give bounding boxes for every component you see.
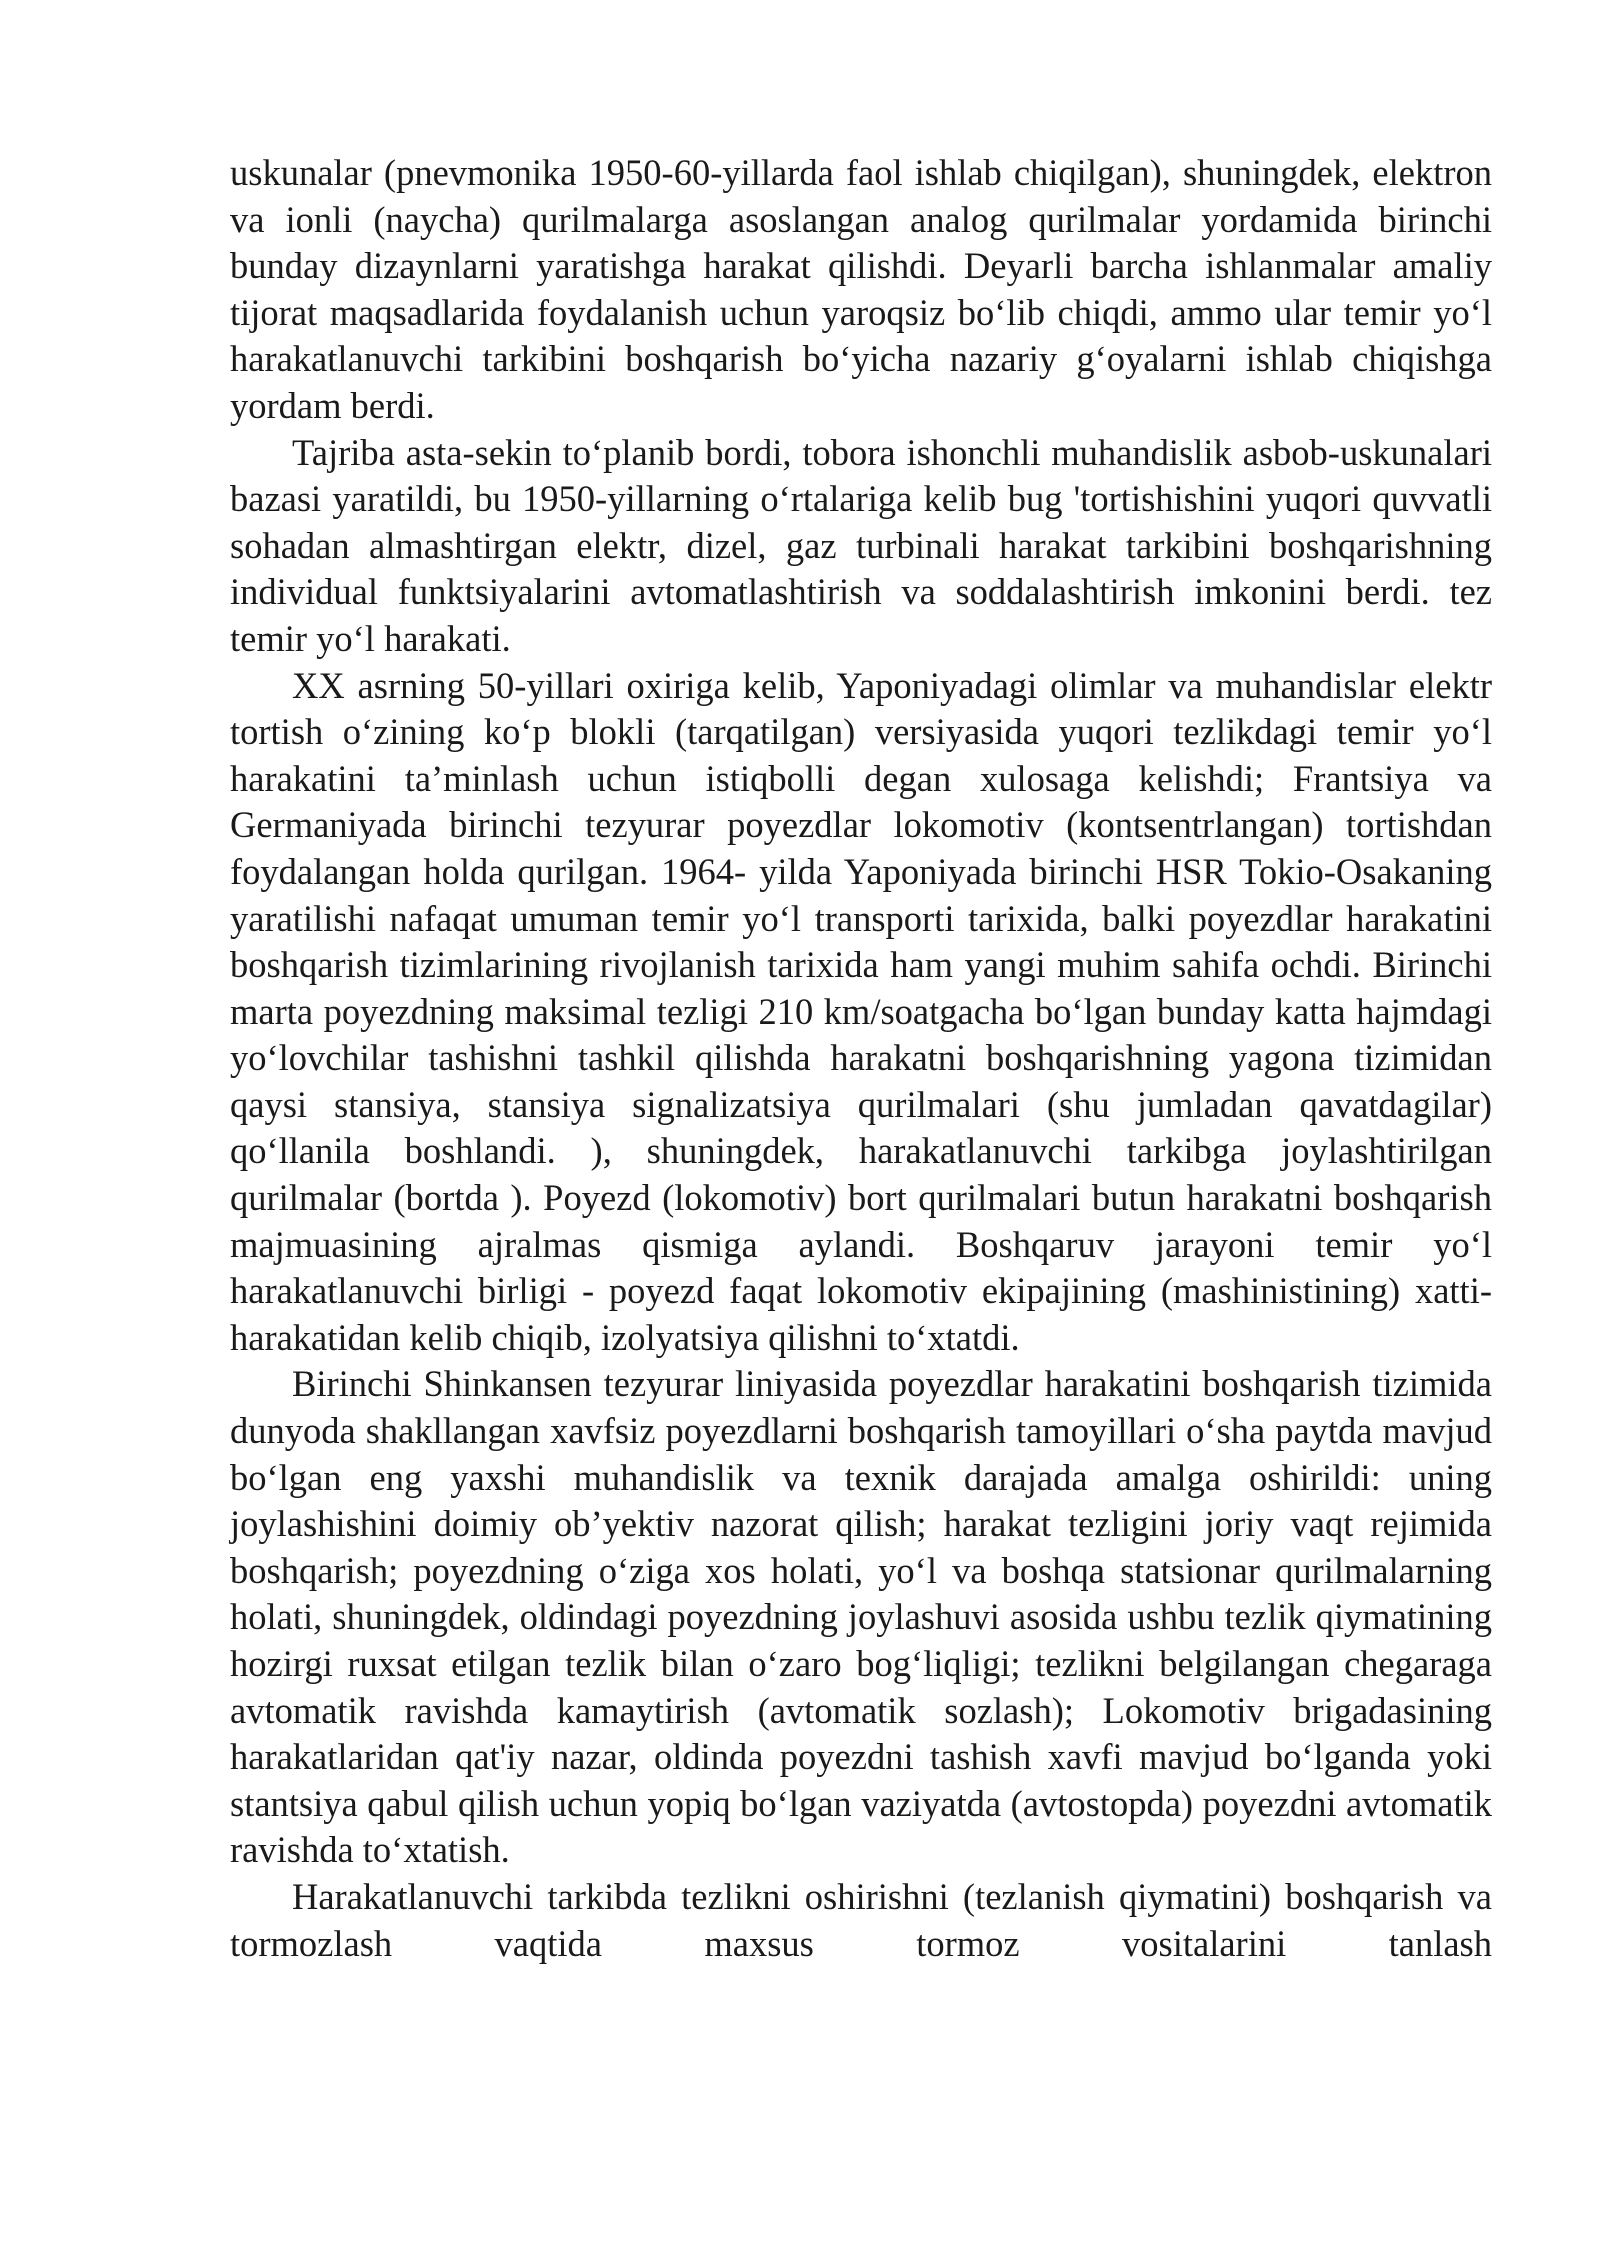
paragraph: Birinchi Shinkansen tezyurar liniyasida poyezdlar harakatini boshqarish tizimida dunyoda shakllangan xavfsiz poyezdlarni boshqarish tamoyillari oʻsha paytda mavjud boʻlgan eng yaxshi muhandislik va texnik darajada amalga oshirildi: uning joylashishini doimiy obʼyektiv nazorat qilish; harakat tezligini joriy vaqt rejimida boshqarish; poyezdning oʻziga xos holati, yoʻl va boshqa statsionar qurilmalarning holati, shuningdek, oldindagi poyezdning joylashuvi asosida ushbu tezlik qiymatining hozirgi ruxsat etilgan tezlik bilan oʻzaro bogʻliqligi; tezlikni belgilangan chegaraga avtomatik ravishda kamaytirish (avtomatik sozlash); Lokomotiv brigadasining harakatlaridan qat'iy nazar, oldinda poyezdni tashish xavfi mavjud boʻlganda yoki stantsiya qabul qilish uchun yopiq boʻlgan vaziyatda (avtostopda) poyezdni avtomatik ravishda toʻxtatish. <box>230 1363 1492 1871</box>
paragraph: Harakatlanuvchi tarkibda tezlikni oshirishni (tezlanish qiymatini) boshqarish va tormozlash vaqtida maxsus tormoz vositalarini tanlash <box>230 1875 1492 1964</box>
paragraph: Tajriba asta-sekin toʻplanib bordi, tobora ishonchli muhandislik asbob-uskunalari bazasi yaratildi, bu 1950-yillarning oʻrtalariga kelib bug 'tortishishini yuqori quvvatli sohadan almashtirgan elektr, dizel, gaz turbinali harakat tarkibini boshqarishning individual funktsiyalarini avtomatlashtirish va soddalashtirish imkonini berdi. tez temir yoʻl harakati. <box>230 431 1492 659</box>
paragraph-continuation: uskunalar (pnevmonika 1950-60-yillarda faol ishlab chiqilgan), shuningdek, elektron va ionli (naycha) qurilmalarga asoslangan analog qurilmalar yordamida birinchi bunday dizaynlarni yaratishga harakat qilishdi. Deyarli barcha ishlanmalar amaliy tijorat maqsadlarida foydalanish uchun yaroqsiz boʻlib chiqdi, ammo ular temir yoʻl harakatlanuvchi tarkibini boshqarish boʻyicha nazariy gʻoyalarni ishlab chiqishga yordam berdi. <box>230 152 1492 426</box>
paragraph: XX asrning 50-yillari oxiriga kelib, Yaponiyadagi olimlar va muhandislar elektr tortish oʻzining koʻp blokli (tarqatilgan) versiyasida yuqori tezlikdagi temir yoʻl harakatini taʼminlash uchun istiqbolli degan xulosaga kelishdi; Frantsiya va Germaniyada birinchi tezyurar poyezdlar lokomotiv (kontsentrlangan) tortishdan foydalangan holda qurilgan. 1964- yilda Yaponiyada birinchi HSR Tokio-Osakaning yaratilishi nafaqat umuman temir yoʻl transporti tarixida, balki poyezdlar harakatini boshqarish tizimlarining rivojlanish tarixida ham yangi muhim sahifa ochdi. Birinchi marta poyezdning maksimal tezligi 210 km/soatgacha boʻlgan bunday katta hajmdagi yoʻlovchilar tashishni tashkil qilishda harakatni boshqarishning yagona tizimidan qaysi stansiya, stansiya signalizatsiya qurilmalari (shu jumladan qavatdagilar) qoʻllanila boshlandi. ), shuningdek, harakatlanuvchi tarkibga joylashtirilgan qurilmalar (bortda ). Poyezd (lokomotiv) bort qurilmalari butun harakatni boshqarish majmuasining ajralmas qismiga aylandi. Boshqaruv jarayoni temir yoʻl harakatlanuvchi birligi - poyezd faqat lokomotiv ekipajining (mashinistining) xatti-harakatidan kelib chiqib, izolyatsiya qilishni toʻxtatdi. <box>230 664 1492 1358</box>
document-page <box>230 150 1492 1967</box>
